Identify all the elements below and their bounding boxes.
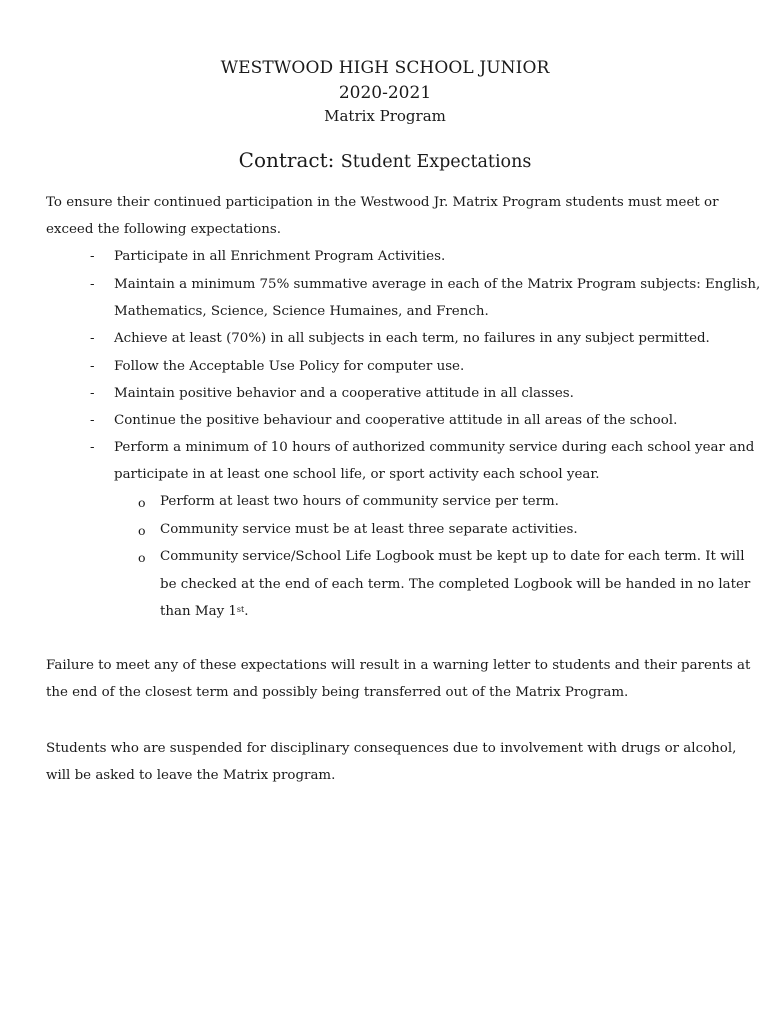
school-title: WESTWOOD HIGH SCHOOL JUNIOR bbox=[220, 58, 550, 78]
list-item: Maintain a minimum 75% summative average in each of the Matrix Program subjects: English, bbox=[114, 277, 761, 292]
contract-label: Contract: bbox=[238, 148, 335, 172]
list-item-continued: participate in at least one school life, or sport activity each school year. bbox=[114, 467, 600, 482]
program-name: Matrix Program bbox=[324, 107, 446, 125]
sentence-end: . bbox=[244, 604, 249, 619]
suspension-paragraph-line-1: Students who are suspended for disciplinary consequences due to involvement with drugs or alcohol, bbox=[46, 741, 737, 756]
list-item: Participate in all Enrichment Program Activities. bbox=[114, 249, 446, 264]
sub-list-item: Perform at least two hours of community service per term. bbox=[160, 494, 559, 509]
due-date-text: than May 1 bbox=[160, 604, 237, 619]
sub-list-item: Community service/School Life Logbook must be kept up to date for each term. It will bbox=[160, 549, 745, 564]
contract-subtitle: Student Expectations bbox=[340, 152, 532, 172]
list-dash: - bbox=[90, 331, 95, 346]
school-year: 2020-2021 bbox=[338, 83, 432, 103]
list-item: Achieve at least (70%) in all subjects in each term, no failures in any subject permitted. bbox=[114, 331, 710, 346]
list-dash: - bbox=[90, 440, 95, 455]
suspension-paragraph-line-2: will be asked to leave the Matrix program. bbox=[46, 768, 336, 783]
intro-line-1: To ensure their continued participation in the Westwood Jr. Matrix Program students must meet or bbox=[46, 195, 719, 210]
sub-bullet: o bbox=[138, 523, 146, 538]
sub-bullet: o bbox=[138, 495, 146, 510]
sub-list-item-continued bbox=[160, 603, 249, 621]
list-item: Maintain positive behavior and a cooperative attitude in all classes. bbox=[114, 386, 574, 401]
list-dash: - bbox=[90, 386, 95, 401]
ordinal-suffix: st bbox=[236, 605, 245, 614]
list-dash: - bbox=[90, 249, 95, 264]
list-item: Follow the Acceptable Use Policy for computer use. bbox=[114, 359, 465, 374]
contract-heading bbox=[0, 148, 770, 172]
failure-paragraph-line-1: Failure to meet any of these expectations will result in a warning letter to students and their parents at bbox=[46, 658, 751, 673]
list-item: Perform a minimum of 10 hours of authorized community service during each school year and bbox=[114, 440, 755, 455]
list-item: Continue the positive behaviour and cooperative attitude in all areas of the school. bbox=[114, 413, 678, 428]
sub-list-item-continued: be checked at the end of each term. The completed Logbook will be handed in no later bbox=[160, 577, 751, 592]
list-dash: - bbox=[90, 413, 95, 428]
sub-bullet: o bbox=[138, 550, 146, 565]
list-dash: - bbox=[90, 277, 95, 292]
list-item-continued: Mathematics, Science, Science Humaines, and French. bbox=[114, 304, 489, 319]
intro-line-2: exceed the following expectations. bbox=[46, 222, 281, 237]
sub-list-item: Community service must be at least three separate activities. bbox=[160, 522, 578, 537]
failure-paragraph-line-2: the end of the closest term and possibly being transferred out of the Matrix Program. bbox=[46, 685, 629, 700]
list-dash: - bbox=[90, 359, 95, 374]
